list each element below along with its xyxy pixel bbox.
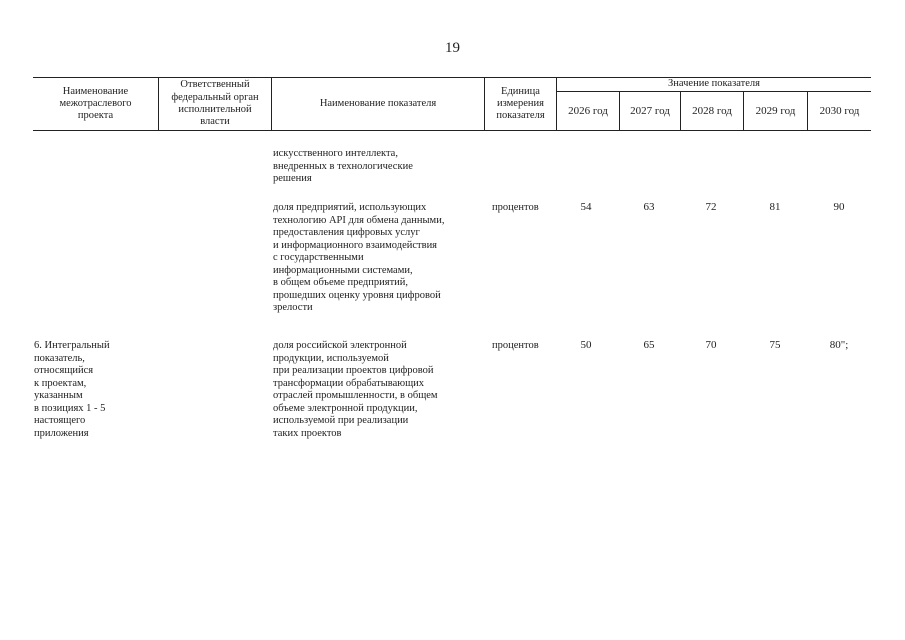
table-row-3-value-2028: 70 bbox=[705, 339, 717, 351]
table-row-2-value-2026: 54 bbox=[580, 201, 592, 213]
table-row-3-indicator: доля российской электронной продукции, используемой при реализации проектов цифровой трансформации обрабатывающих отраслей промышленности, в общем объеме электронной продукции, используемой при реализации таких проектов bbox=[273, 340, 438, 439]
table-row-3-value-2027: 65 bbox=[643, 339, 655, 351]
table-row-3-value-2030: 80"; bbox=[829, 339, 849, 351]
table-row-2-value-2027: 63 bbox=[643, 201, 655, 213]
table-row-1-indicator: искусственного интеллекта, внедренных в технологические решения bbox=[273, 148, 413, 184]
table-row-3-value-2029: 75 bbox=[769, 339, 781, 351]
header-year-2030: 2030 год bbox=[819, 104, 860, 117]
table-row-3-unit: процентов bbox=[492, 340, 539, 351]
header-project-name: Наименование межотраслевого проекта bbox=[59, 85, 132, 122]
header-value-group: Значение показателя bbox=[668, 78, 760, 90]
header-year-2027: 2027 год bbox=[630, 104, 670, 117]
header-bottom-rule bbox=[33, 130, 871, 131]
table-row-2-value-2029: 81 bbox=[769, 201, 781, 213]
table-row-3-value-2026: 50 bbox=[580, 339, 592, 351]
header-year-2028: 2028 год bbox=[692, 104, 732, 117]
table-row-2-value-2030: 90 bbox=[833, 201, 845, 213]
table-row-3-project: 6. Интегральный показатель, относящийся к проектам, указанным в позициях 1 - 5 настоящего приложения bbox=[34, 340, 110, 439]
header-indicator-name: Наименование показателя bbox=[319, 97, 437, 109]
table-row-2-value-2028: 72 bbox=[705, 201, 717, 213]
table-row-2-indicator: доля предприятий, использующих технологию API для обмена данными, предоставления цифровых услуг и информационного взаимодействия с государственными информационными системами, в общем объеме предприятий, прошедших оценку уровня цифровой зрелости bbox=[273, 202, 445, 313]
header-unit: Единица измерения показателя bbox=[496, 85, 545, 122]
page-number: 19 bbox=[445, 40, 460, 56]
header-responsible: Ответственный федеральный орган исполнительной власти bbox=[171, 79, 259, 128]
header-year-2029: 2029 год bbox=[755, 104, 796, 117]
header-year-2026: 2026 год bbox=[568, 104, 608, 117]
table-row-2-unit: процентов bbox=[492, 202, 539, 213]
